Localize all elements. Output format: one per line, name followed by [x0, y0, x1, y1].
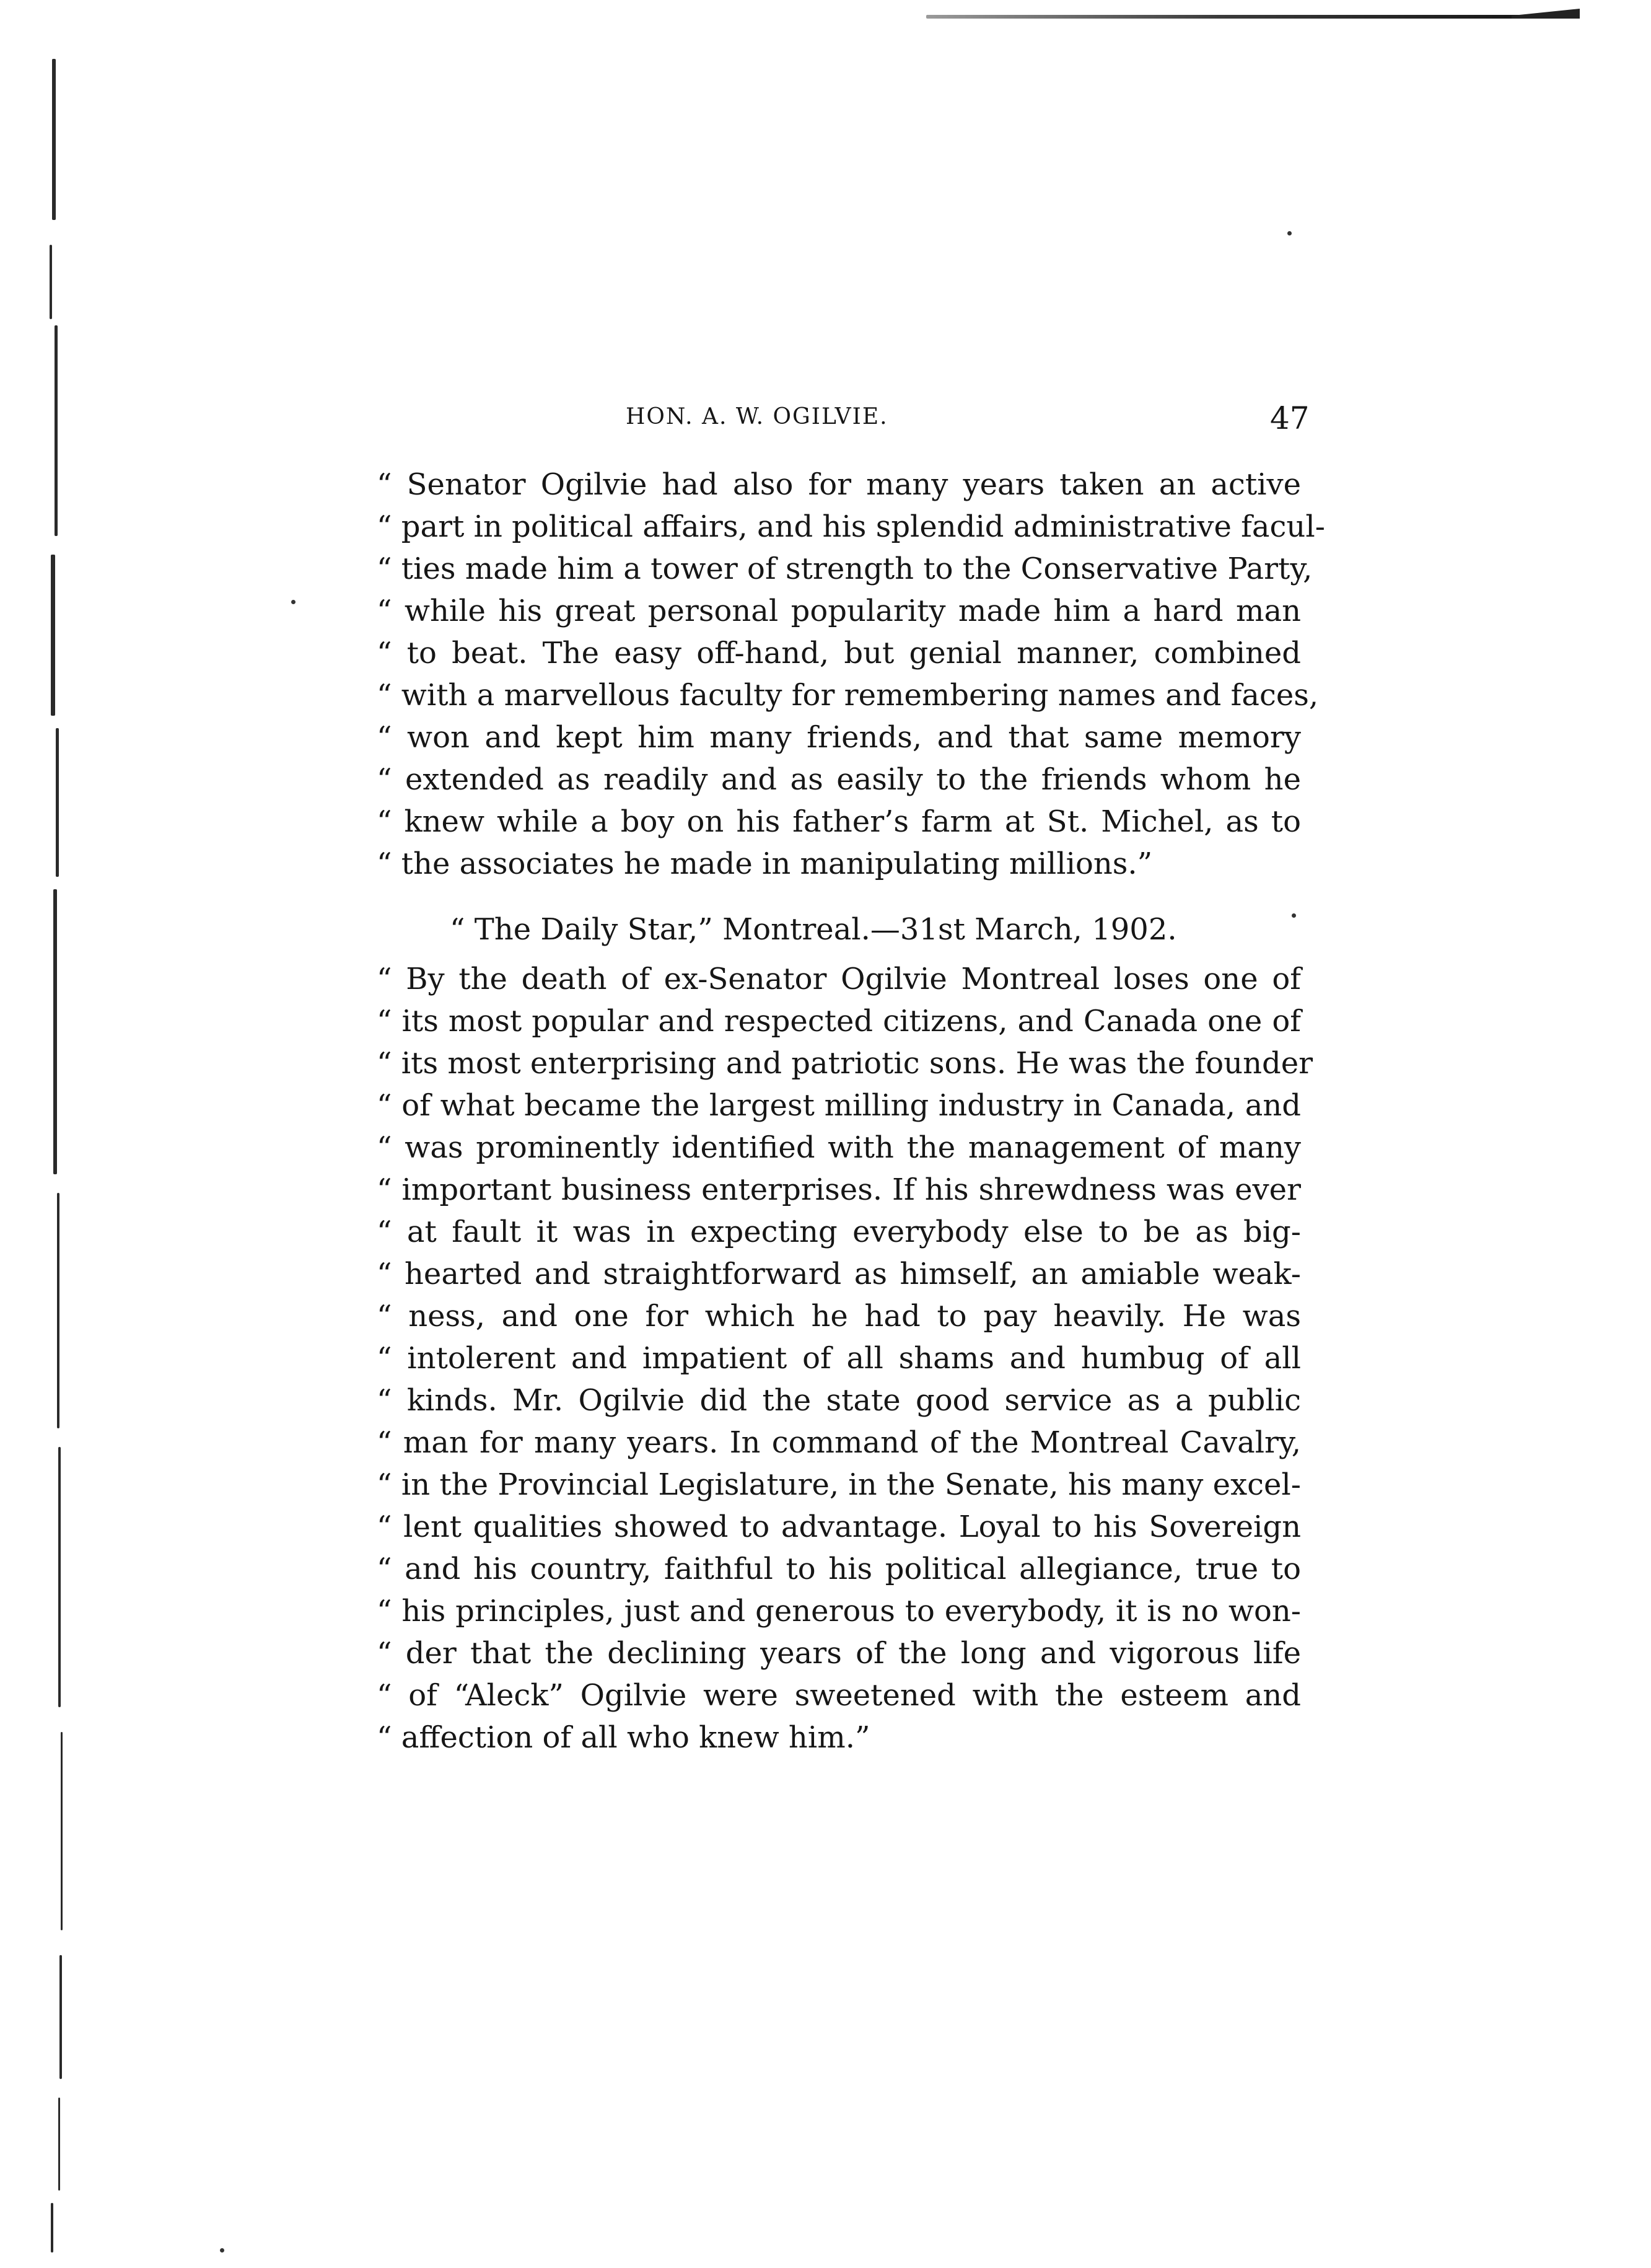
- text-line: “ intolerent and impatient of all shams and humbug of all: [377, 1341, 1301, 1376]
- text-line: “ the associates he made in manipulating millions.”: [377, 846, 1153, 881]
- running-title: HON. A. W. OGILVIE.: [626, 404, 888, 429]
- text-line: “ of what became the largest milling industry in Canada, and: [377, 1088, 1301, 1123]
- text-line: “ won and kept him many friends, and that same memory: [377, 720, 1301, 755]
- text-line: “ extended as readily and as easily to the friends whom he: [377, 762, 1301, 797]
- text-line: “ his principles, just and generous to everybody, it is no won-: [377, 1594, 1301, 1628]
- text-line: “ in the Provincial Legislature, in the Senate, his many excel-: [377, 1467, 1301, 1502]
- text-line: “ lent qualities showed to advantage. Loyal to his Sovereign: [377, 1510, 1301, 1544]
- text-line: “ at fault it was in expecting everybody else to be as big-: [377, 1215, 1301, 1249]
- text-line: “ kinds. Mr. Ogilvie did the state good service as a public: [377, 1383, 1301, 1418]
- text-line: “ hearted and straightforward as himself, an amiable weak-: [377, 1257, 1301, 1291]
- dateline: “ The Daily Star,” Montreal.—31st March, 1902.: [450, 912, 1177, 947]
- text-line: “ By the death of ex-Senator Ogilvie Montreal loses one of: [377, 962, 1301, 996]
- speck: [1287, 231, 1292, 235]
- binding-edge: [48, 59, 67, 2253]
- running-head: [0, 400, 1651, 441]
- text-line: “ its most popular and respected citizens, and Canada one of: [377, 1004, 1301, 1039]
- text-line: “ affection of all who knew him.”: [377, 1720, 870, 1755]
- speck: [220, 2248, 224, 2253]
- body-text: [377, 464, 1325, 1759]
- text-line: “ ness, and one for which he had to pay heavily. He was: [377, 1299, 1301, 1334]
- text-line: “ der that the declining years of the long and vigorous life: [377, 1636, 1301, 1671]
- text-line: “ was prominently identified with the management of many: [377, 1130, 1301, 1165]
- text-line: “ knew while a boy on his father’s farm at St. Michel, as to: [377, 804, 1301, 839]
- text-line: “ its most enterprising and patriotic sons. He was the founder: [377, 1046, 1313, 1081]
- top-rule: [926, 15, 1577, 19]
- text-line: “ man for many years. In command of the Montreal Cavalry,: [377, 1425, 1301, 1460]
- speck: [291, 600, 296, 604]
- text-line: “ important business enterprises. If his shrewdness was ever: [377, 1172, 1301, 1207]
- text-line: “ Senator Ogilvie had also for many years taken an active: [377, 467, 1301, 502]
- text-line: “ ties made him a tower of strength to the Conservative Party,: [377, 552, 1313, 586]
- text-line: “ of “Aleck” Ogilvie were sweetened with the esteem and: [377, 1678, 1301, 1713]
- text-line: “ part in political affairs, and his splendid administrative facul-: [377, 509, 1325, 544]
- text-line: “ while his great personal popularity made him a hard man: [377, 594, 1301, 628]
- text-line: “ with a marvellous faculty for remembering names and faces,: [377, 678, 1319, 713]
- page-number: 47: [1270, 400, 1310, 436]
- text-line: “ to beat. The easy off-hand, but genial manner, combined: [377, 636, 1301, 670]
- top-rule-tail: [1512, 9, 1580, 19]
- text-line: “ and his country, faithful to his political allegiance, true to: [377, 1552, 1301, 1586]
